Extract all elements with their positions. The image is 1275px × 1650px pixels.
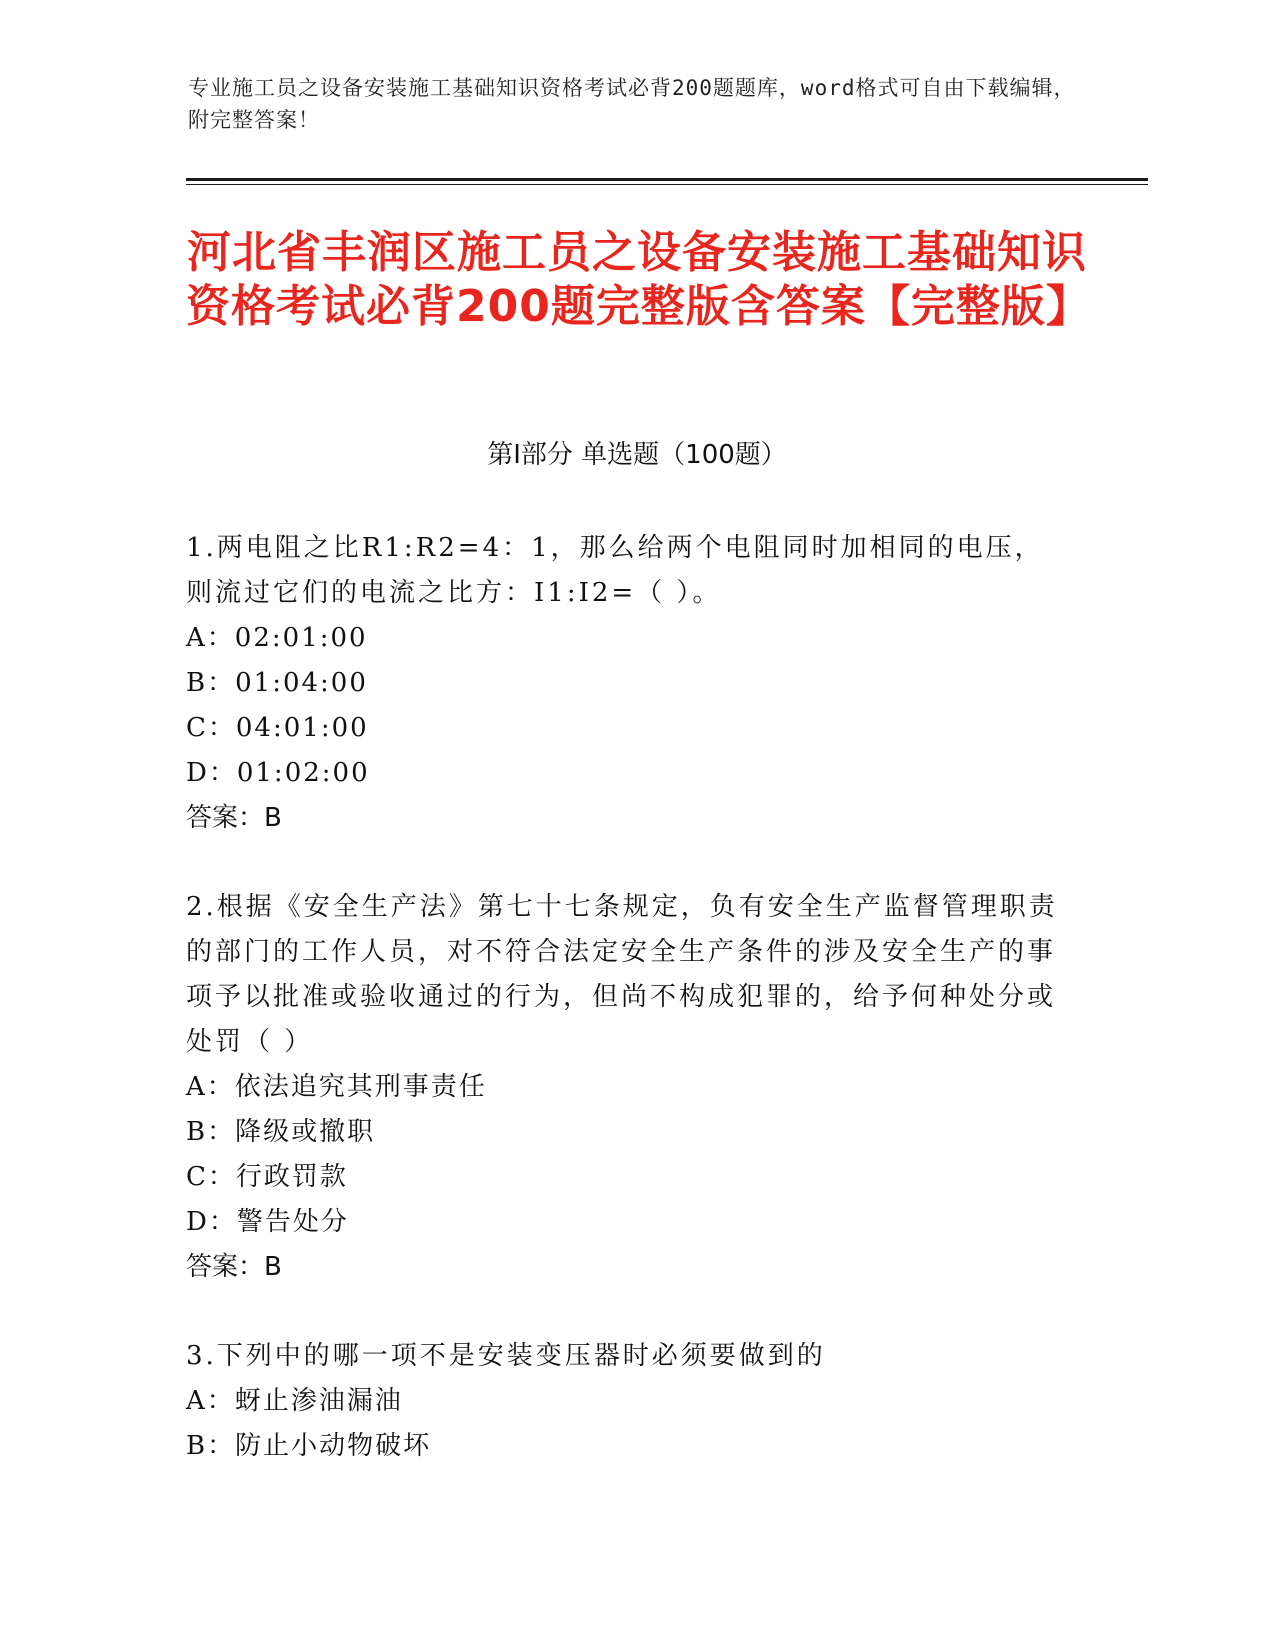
answer: 答案：B [186,1252,282,1282]
question-1 [186,526,1066,841]
section-title: 第Ⅰ部分 单选题（100题） [487,440,787,470]
option-d: D：警告处分 [186,1207,349,1237]
option-c: C：行政罚款 [186,1162,348,1192]
question-list [186,526,1066,1513]
question-stem: 1.两电阻之比R1:R2=4：1，那么给两个电阻同时加相同的电压，则流过它们的电流之比方：I1:I2=（ ）。 [186,533,1044,608]
option-a: A：依法追究其刑事责任 [186,1072,487,1102]
option-c: C：04:01:00 [186,713,369,743]
question-stem: 3.下列中的哪一项不是安装变压器时必须要做到的 [186,1341,826,1371]
option-d: D：01:02:00 [186,758,370,788]
answer: 答案：B [186,803,282,833]
header-divider-thin [186,184,1148,185]
question-stem: 2.根据《安全生产法》第七十七条规定，负有安全生产监督管理职责的部门的工作人员，对不符合法定安全生产条件的涉及安全生产的事项予以批准或验收通过的行为，但尚不构成犯罪的，给予何种处分或处罚（ ） [186,892,1058,1057]
question-3 [186,1334,1066,1469]
header-divider-thick [186,178,1148,181]
option-b: B：防止小动物破坏 [186,1431,432,1461]
option-b: B：01:04:00 [186,668,368,698]
header-note: 专业施工员之设备安装施工基础知识资格考试必背200题题库，word格式可自由下载编辑，附完整答案！ [188,76,1076,132]
option-a: A：蚜止渗油漏油 [186,1386,403,1416]
question-2 [186,885,1066,1290]
option-b: B：降级或撤职 [186,1117,376,1147]
option-a: A：02:01:00 [186,623,368,653]
document-title: 河北省丰润区施工员之设备安装施工基础知识资格考试必背200题完整版含答案【完整版】 [186,227,1091,332]
